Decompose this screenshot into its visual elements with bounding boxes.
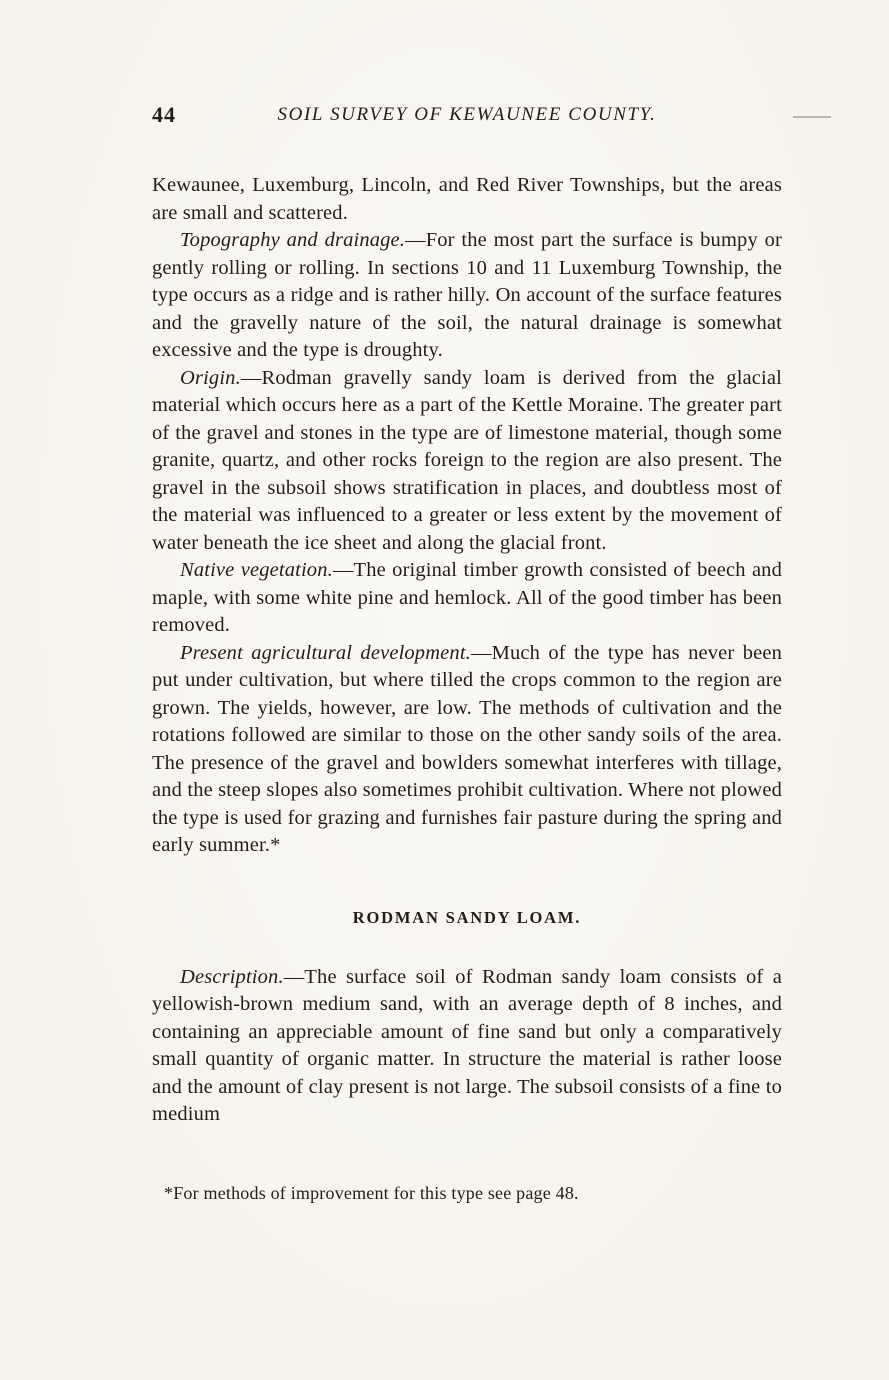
paragraph-lead: Present agricultural development. [180,641,471,664]
scan-mark [793,116,831,118]
paragraph-lead: Description. [180,965,284,988]
paragraph: Present agricultural development.—Much of the type has never been put under cultivation, but where tilled the crops common to the region are grown. The yields, however, are low. The methods of cultivation and the rotations followed are similar to those on the other sandy soils of the area. The presence of the gravel and bowlders somewhat interferes with tillage, and the steep slopes also sometimes prohibit cultivation. Where not plowed the type is used for grazing and furnishes fair pasture during the spring and early summer.* [152,641,782,856]
footnote: *For methods of improvement for this type see page 48. [164,1182,579,1203]
paragraph: Origin.—Rodman gravelly sandy loam is derived from the glacial material which occurs here as a part of the Kettle Moraine. The greater part of the gravel and stones in the type are of limestone material, though some granite, quartz, and other rocks foreign to the region are also present. The gravel in the subsoil shows stratification in places, and doubtless most of the material was influenced to a greater or less extent by the movement of water beneath the ice sheet and along the glacial front. [152,366,782,554]
running-title: SOIL SURVEY OF KEWAUNEE COUNTY. [277,104,657,125]
paragraph-lead: Topography and drainage. [180,229,406,251]
paragraph: Description.—The surface soil of Rodman sandy loam consists of a yellowish-brown medium sand, with an average depth of 8 inches, and containing an appreciable amount of fine sand but only a comparatively small quantity of organic matter. In structure the material is rather loose and the amount of clay present is not large. The subsoil consists of a fine to medium [152,965,782,1125]
running-header [152,104,782,126]
paragraph-group-main [152,172,782,860]
paragraph-lead: Native vegetation. [180,559,333,581]
paragraph: Native vegetation.—The original timber growth consisted of beech and maple, with some white pine and hemlock. All of the good timber has been removed. [152,559,782,636]
page-body [152,172,782,1205]
page-number: 44 [152,102,176,127]
section-heading: RODMAN SANDY LOAM. [352,907,582,927]
paragraph-group-closing [152,964,782,1129]
paragraph: Topography and drainage.—For the most part the surface is bumpy or gently rolling or rolling. In sections 10 and 11 Luxemburg Township, the type occurs as a ridge and is rather hilly. On account of the surface features and the gravelly nature of the soil, the natural drainage is somewhat excessive and the type is droughty. [152,229,782,361]
paragraph: Kewaunee, Luxemburg, Lincoln, and Red River Townships, but the areas are small and scattered. [152,174,782,224]
paragraph-lead: Origin. [180,366,241,389]
